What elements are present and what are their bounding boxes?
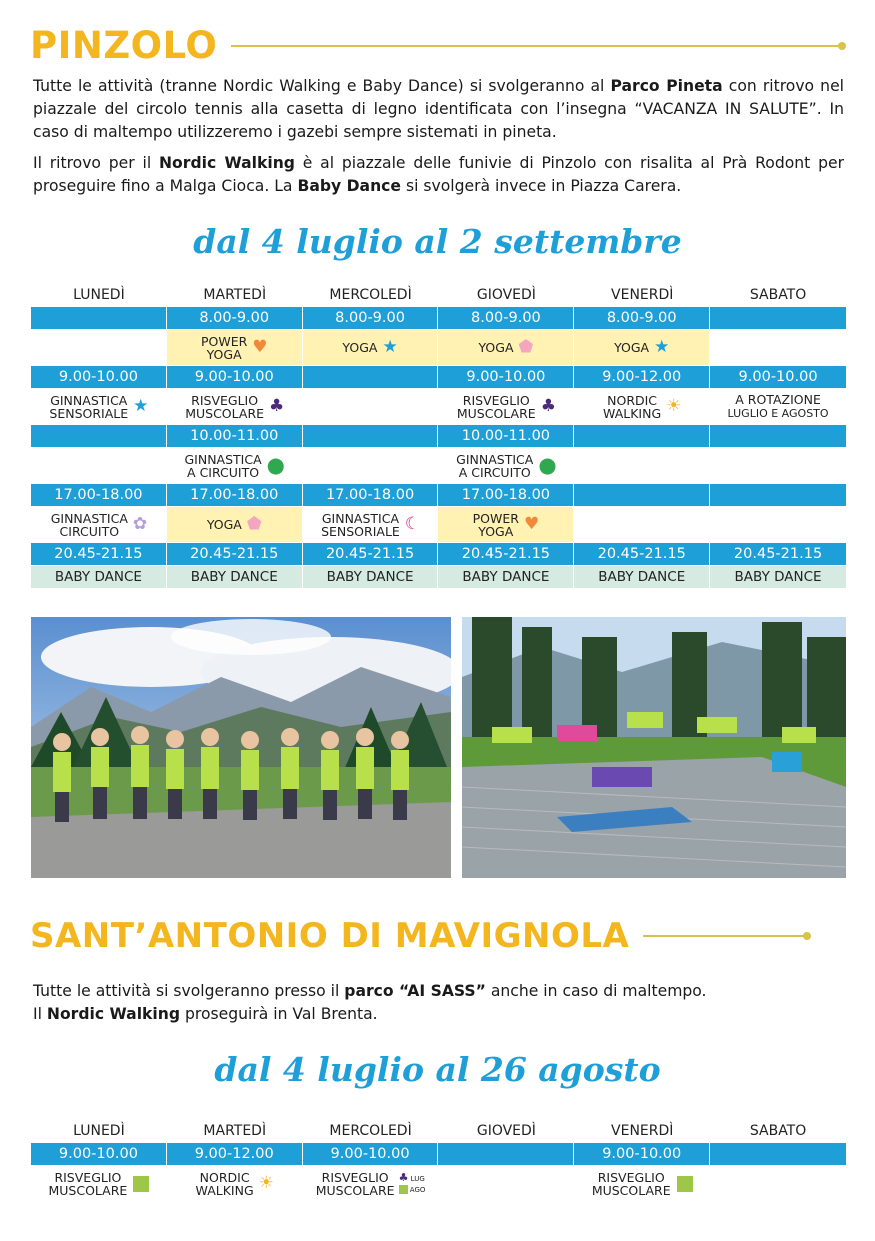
day-wed: MERCOLEDÌ	[329, 1123, 412, 1139]
pentagon-icon: ⬟	[518, 337, 534, 357]
time-cell: 8.00-9.00	[574, 307, 710, 329]
activity-row	[31, 1166, 846, 1201]
baby-dance-cell: BABY DANCE	[710, 566, 846, 588]
activity-ginnastica-sensoriale: GINNASTICA SENSORIALE ★	[49, 392, 149, 421]
time-cell	[710, 484, 846, 506]
activity-empty	[710, 448, 846, 483]
time-cell	[574, 484, 710, 506]
day-sat: SABATO	[749, 287, 807, 303]
activity-rotazione: A ROTAZIONE LUGLIO E AGOSTO	[727, 392, 829, 420]
circle-icon: ●	[266, 453, 285, 477]
star-icon: ★	[382, 337, 398, 357]
day-mon: LUNEDÌ	[73, 1123, 125, 1139]
mavignola-intro: Tutte le attività si svolgeranno presso il parco “AI SASS” anche in caso di maltempo. Il Nordic Walking proseguirà in Val Brenta.	[33, 982, 707, 1023]
activity-risveglio-muscolare: RISVEGLIO MUSCOLARE	[574, 1166, 710, 1201]
day-fri: VENERDÌ	[611, 287, 674, 303]
pinzolo-intro-1: Tutte le attività (tranne Nordic Walking e Baby Dance) si svolgeranno al Parco Pineta con ritrovo nel piazzale del circolo tennis alla casetta di legno identificata con l’insegna “VACANZA IN SALUTE”. In caso di maltempo utilizzeremo i gazebi sempre sistemati in pineta.	[33, 77, 844, 141]
time-cell	[710, 1143, 846, 1165]
heart-icon: ♥	[523, 514, 540, 534]
legend-ago: AGO	[399, 1185, 426, 1196]
title-divider	[231, 45, 843, 47]
day-header-row	[31, 283, 846, 307]
tree-icon: ♣	[540, 396, 556, 416]
time-row	[31, 307, 846, 329]
activity-empty	[710, 330, 846, 365]
time-row	[31, 1143, 846, 1165]
green-square-icon	[399, 1185, 408, 1194]
green-square-icon	[677, 1176, 693, 1192]
activity-power-yoga: POWER YOGA ♥	[167, 330, 303, 365]
time-cell: 20.45-21.15	[574, 543, 710, 565]
pinzolo-schedule	[31, 283, 846, 588]
baby-dance-cell: BABY DANCE	[303, 566, 439, 588]
time-cell	[31, 307, 167, 329]
baby-dance-cell: BABY DANCE	[574, 566, 710, 588]
day-tue: MARTEDÌ	[203, 1123, 267, 1139]
activity-row	[31, 389, 846, 424]
circle-icon: ●	[538, 453, 557, 477]
activity-empty	[31, 330, 167, 365]
time-cell: 10.00-11.00	[167, 425, 303, 447]
day-fri: VENERDÌ	[611, 1123, 674, 1139]
time-cell	[303, 366, 439, 388]
time-row	[31, 484, 846, 506]
day-wed: MERCOLEDÌ	[329, 287, 412, 303]
time-cell	[710, 425, 846, 447]
time-cell: 8.00-9.00	[438, 307, 574, 329]
baby-dance-row	[31, 566, 846, 588]
activity-nordic-walking: NORDIC WALKING ☀	[195, 1169, 274, 1198]
pinzolo-title-block	[30, 24, 843, 67]
activity-empty	[303, 448, 439, 483]
legend-lug: ♣ LUG	[398, 1170, 425, 1184]
activity-yoga: YOGA ★	[574, 330, 710, 365]
day-tue: MARTEDÌ	[203, 287, 267, 303]
time-cell: 20.45-21.15	[710, 543, 846, 565]
moon-icon: ☾	[404, 514, 421, 534]
time-cell: 9.00-10.00	[438, 366, 574, 388]
pinzolo-period: dal 4 luglio al 2 settembre	[193, 222, 682, 261]
time-cell	[438, 1143, 574, 1165]
time-cell: 9.00-10.00	[31, 366, 167, 388]
time-cell: 17.00-18.00	[438, 484, 574, 506]
time-row	[31, 543, 846, 565]
activity-risveglio-muscolare: RISVEGLIO MUSCOLARE	[31, 1166, 167, 1201]
activity-ginnastica-circuito: GINNASTICA CIRCUITO ✿	[50, 510, 148, 539]
activity-empty	[710, 1166, 846, 1201]
day-mon: LUNEDÌ	[73, 287, 125, 303]
star-icon: ★	[654, 337, 670, 357]
activity-row	[31, 448, 846, 483]
activity-empty	[574, 448, 710, 483]
nordic-walking-photo-illustration	[31, 617, 451, 878]
time-cell: 17.00-18.00	[303, 484, 439, 506]
activity-yoga: YOGA ⬟	[167, 507, 303, 542]
activity-ginnastica-circuito: GINNASTICA A CIRCUITO ●	[456, 451, 557, 480]
time-cell: 10.00-11.00	[438, 425, 574, 447]
activity-risveglio-muscolare: RISVEGLIO MUSCOLARE ♣ LUG AGO	[315, 1169, 426, 1198]
month-legend	[399, 1172, 426, 1196]
baby-dance-cell: BABY DANCE	[167, 566, 303, 588]
pinzolo-title: PINZOLO	[30, 24, 218, 67]
activity-row	[31, 507, 846, 542]
time-cell: 9.00-10.00	[574, 1143, 710, 1165]
day-sat: SABATO	[749, 1123, 807, 1139]
pinzolo-intro-2: Il ritrovo per il Nordic Walking è al piazzale delle funivie di Pinzolo con risalita al Prà Rodont per proseguire fino a Malga Cioca. La Baby Dance si svolgerà invece in Piazza Carera.	[33, 154, 844, 195]
time-cell	[710, 307, 846, 329]
time-cell: 9.00-12.00	[574, 366, 710, 388]
time-cell: 9.00-10.00	[303, 1143, 439, 1165]
activity-ginnastica-sensoriale: GINNASTICA SENSORIALE ☾	[321, 510, 421, 539]
activity-yoga: YOGA ⬟	[438, 330, 574, 365]
time-row	[31, 425, 846, 447]
sun-icon: ☀	[666, 396, 682, 416]
mavignola-title: SANT’ANTONIO DI MAVIGNOLA	[30, 916, 630, 956]
photo-nordic-walking-group	[31, 617, 451, 878]
time-cell	[303, 425, 439, 447]
activity-empty	[438, 1166, 574, 1201]
activity-row	[31, 330, 846, 365]
star-icon: ★	[133, 396, 149, 416]
time-row	[31, 366, 846, 388]
time-cell	[31, 425, 167, 447]
title-divider	[643, 935, 808, 937]
baby-dance-cell: BABY DANCE	[31, 566, 167, 588]
time-cell: 17.00-18.00	[31, 484, 167, 506]
time-cell: 20.45-21.15	[167, 543, 303, 565]
time-cell: 20.45-21.15	[438, 543, 574, 565]
time-cell: 9.00-10.00	[167, 366, 303, 388]
activity-yoga: YOGA ★	[303, 330, 439, 365]
activity-risveglio-muscolare: RISVEGLIO MUSCOLARE ♣	[456, 392, 556, 421]
time-cell: 9.00-10.00	[710, 366, 846, 388]
time-cell: 8.00-9.00	[303, 307, 439, 329]
time-cell: 20.45-21.15	[303, 543, 439, 565]
time-cell	[574, 425, 710, 447]
pentagon-icon: ⬟	[246, 514, 262, 534]
mavignola-period: dal 4 luglio al 26 agosto	[214, 1050, 661, 1089]
activity-ginnastica-circuito: GINNASTICA A CIRCUITO ●	[184, 451, 285, 480]
photo-yoga-class	[462, 617, 846, 878]
activity-empty	[574, 507, 710, 542]
heart-icon: ♥	[252, 337, 268, 357]
flower-icon: ✿	[132, 514, 148, 534]
activity-nordic-walking: NORDIC WALKING ☀	[603, 392, 682, 421]
time-cell: 9.00-10.00	[31, 1143, 167, 1165]
mavignola-title-block	[30, 916, 808, 956]
time-cell: 20.45-21.15	[31, 543, 167, 565]
time-cell: 17.00-18.00	[167, 484, 303, 506]
activity-empty	[710, 507, 846, 542]
baby-dance-cell: BABY DANCE	[438, 566, 574, 588]
day-thu: GIOVEDÌ	[476, 287, 536, 303]
yoga-photo-illustration	[462, 617, 846, 878]
day-header-row	[31, 1119, 846, 1143]
time-cell: 8.00-9.00	[167, 307, 303, 329]
sun-icon: ☀	[258, 1173, 274, 1193]
activity-empty	[31, 448, 167, 483]
time-cell: 9.00-12.00	[167, 1143, 303, 1165]
mavignola-schedule	[31, 1119, 846, 1202]
activity-empty	[303, 389, 439, 424]
day-thu: GIOVEDÌ	[476, 1123, 536, 1139]
activity-power-yoga: POWER YOGA ♥	[438, 507, 574, 542]
green-square-icon	[133, 1176, 149, 1192]
tree-icon: ♣	[398, 1170, 409, 1184]
activity-risveglio-muscolare: RISVEGLIO MUSCOLARE ♣	[185, 392, 285, 421]
tree-icon: ♣	[269, 396, 285, 416]
